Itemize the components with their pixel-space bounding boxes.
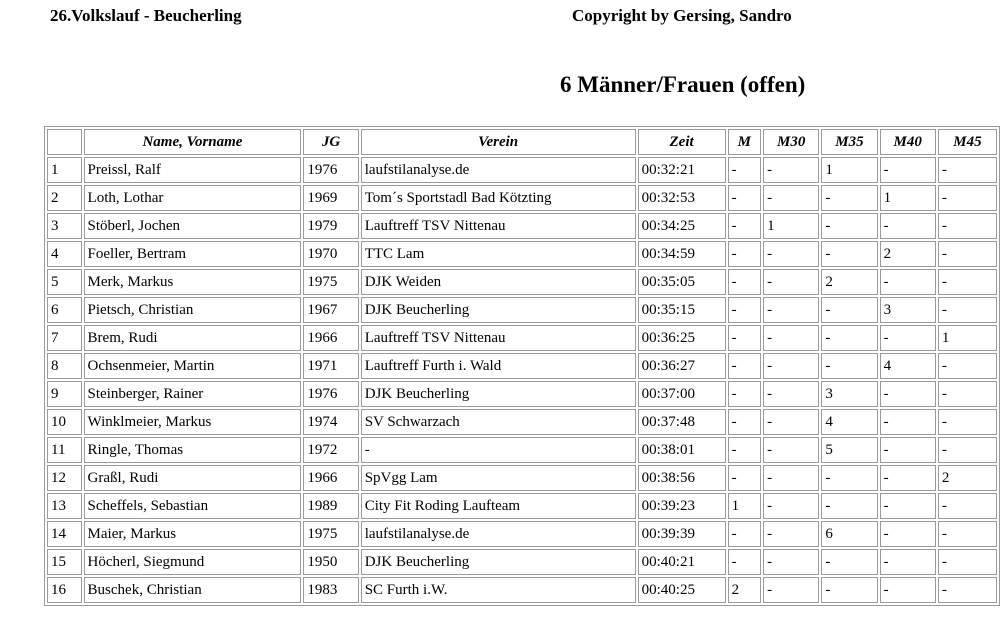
m-class-cell: -	[728, 465, 762, 491]
club-cell: DJK Weiden	[361, 269, 636, 295]
m-class-cell: -	[728, 521, 762, 547]
m30-cell: -	[763, 521, 819, 547]
table-row	[47, 353, 997, 379]
name-cell: Ochsenmeier, Martin	[84, 353, 302, 379]
m-class-cell: 1	[728, 493, 762, 519]
time-cell: 00:39:39	[638, 521, 726, 547]
m-class-cell: -	[728, 437, 762, 463]
m45-cell: -	[938, 381, 997, 407]
time-cell: 00:36:25	[638, 325, 726, 351]
rank-cell: 5	[47, 269, 82, 295]
time-cell: 00:37:48	[638, 409, 726, 435]
rank-cell: 10	[47, 409, 82, 435]
time-cell: 00:35:05	[638, 269, 726, 295]
name-cell: Preissl, Ralf	[84, 157, 302, 183]
name-cell: Loth, Lothar	[84, 185, 302, 211]
m35-cell: -	[821, 577, 877, 603]
m-class-cell: -	[728, 241, 762, 267]
table-body	[47, 157, 997, 603]
m45-cell: -	[938, 577, 997, 603]
birth-year-header: JG	[303, 129, 358, 155]
m40-header: M40	[880, 129, 936, 155]
name-cell: Buschek, Christian	[84, 577, 302, 603]
rank-cell: 13	[47, 493, 82, 519]
birth-year-cell: 1976	[303, 157, 358, 183]
time-cell: 00:34:59	[638, 241, 726, 267]
m35-cell: 6	[821, 521, 877, 547]
birth-year-cell: 1966	[303, 325, 358, 351]
rank-header	[47, 129, 82, 155]
time-cell: 00:37:00	[638, 381, 726, 407]
race-category-title: 6 Männer/Frauen (offen)	[560, 72, 806, 97]
time-cell: 00:38:56	[638, 465, 726, 491]
club-cell: TTC Lam	[361, 241, 636, 267]
m30-cell: -	[763, 493, 819, 519]
m45-header: M45	[938, 129, 997, 155]
time-cell: 00:35:15	[638, 297, 726, 323]
time-cell: 00:40:25	[638, 577, 726, 603]
time-cell: 00:32:53	[638, 185, 726, 211]
m30-cell: 1	[763, 213, 819, 239]
m45-cell: -	[938, 437, 997, 463]
birth-year-cell: 1989	[303, 493, 358, 519]
table-row	[47, 493, 997, 519]
time-cell: 00:39:23	[638, 493, 726, 519]
m40-cell: -	[880, 437, 936, 463]
table-row	[47, 241, 997, 267]
rank-cell: 3	[47, 213, 82, 239]
m-class-cell: -	[728, 297, 762, 323]
birth-year-cell: 1970	[303, 241, 358, 267]
m35-cell: -	[821, 493, 877, 519]
m35-header: M35	[821, 129, 877, 155]
m40-cell: -	[880, 325, 936, 351]
copyright-notice: Copyright by Gersing, Sandro	[572, 6, 792, 25]
time-cell: 00:36:27	[638, 353, 726, 379]
name-cell: Maier, Markus	[84, 521, 302, 547]
rank-cell: 16	[47, 577, 82, 603]
m40-cell: 4	[880, 353, 936, 379]
m40-cell: 1	[880, 185, 936, 211]
m35-cell: -	[821, 241, 877, 267]
club-cell: laufstilanalyse.de	[361, 157, 636, 183]
m30-cell: -	[763, 297, 819, 323]
m-class-cell: -	[728, 353, 762, 379]
m-class-cell: -	[728, 409, 762, 435]
club-cell: -	[361, 437, 636, 463]
table-row	[47, 409, 997, 435]
table-row	[47, 213, 997, 239]
m-class-cell: -	[728, 269, 762, 295]
table-row	[47, 465, 997, 491]
name-cell: Foeller, Bertram	[84, 241, 302, 267]
birth-year-cell: 1975	[303, 269, 358, 295]
m40-cell: -	[880, 213, 936, 239]
m40-cell: 2	[880, 241, 936, 267]
table-row	[47, 381, 997, 407]
m45-cell: -	[938, 353, 997, 379]
m45-cell: -	[938, 297, 997, 323]
name-cell: Scheffels, Sebastian	[84, 493, 302, 519]
time-cell: 00:34:25	[638, 213, 726, 239]
m35-cell: -	[821, 325, 877, 351]
m-class-cell: -	[728, 549, 762, 575]
birth-year-cell: 1967	[303, 297, 358, 323]
name-cell: Höcherl, Siegmund	[84, 549, 302, 575]
m-class-cell: -	[728, 157, 762, 183]
m30-cell: -	[763, 353, 819, 379]
m35-cell: 3	[821, 381, 877, 407]
m35-cell: -	[821, 213, 877, 239]
rank-cell: 8	[47, 353, 82, 379]
name-cell: Stöberl, Jochen	[84, 213, 302, 239]
birth-year-cell: 1979	[303, 213, 358, 239]
time-cell: 00:32:21	[638, 157, 726, 183]
table-row	[47, 521, 997, 547]
name-cell: Brem, Rudi	[84, 325, 302, 351]
m35-cell: -	[821, 465, 877, 491]
table-row	[47, 269, 997, 295]
name-header: Name, Vorname	[84, 129, 302, 155]
m-class-header: M	[728, 129, 762, 155]
m40-cell: -	[880, 465, 936, 491]
table-row	[47, 157, 997, 183]
m45-cell: -	[938, 549, 997, 575]
m35-cell: -	[821, 549, 877, 575]
rank-cell: 14	[47, 521, 82, 547]
m-class-cell: -	[728, 381, 762, 407]
rank-cell: 11	[47, 437, 82, 463]
m30-cell: -	[763, 549, 819, 575]
club-cell: Lauftreff TSV Nittenau	[361, 325, 636, 351]
club-cell: laufstilanalyse.de	[361, 521, 636, 547]
club-cell: SpVgg Lam	[361, 465, 636, 491]
club-cell: Tom´s Sportstadl Bad Kötzting	[361, 185, 636, 211]
rank-cell: 1	[47, 157, 82, 183]
m45-cell: -	[938, 269, 997, 295]
rank-cell: 7	[47, 325, 82, 351]
m35-cell: -	[821, 297, 877, 323]
time-cell: 00:38:01	[638, 437, 726, 463]
club-cell: DJK Beucherling	[361, 381, 636, 407]
m30-cell: -	[763, 157, 819, 183]
club-cell: DJK Beucherling	[361, 549, 636, 575]
club-cell: DJK Beucherling	[361, 297, 636, 323]
table-header-row	[47, 129, 997, 155]
m40-cell: -	[880, 381, 936, 407]
m35-cell: -	[821, 353, 877, 379]
m45-cell: -	[938, 493, 997, 519]
table-row	[47, 437, 997, 463]
club-cell: Lauftreff Furth i. Wald	[361, 353, 636, 379]
birth-year-cell: 1971	[303, 353, 358, 379]
results-table	[44, 126, 1000, 606]
club-cell: Lauftreff TSV Nittenau	[361, 213, 636, 239]
m30-cell: -	[763, 325, 819, 351]
club-cell: City Fit Roding Laufteam	[361, 493, 636, 519]
m45-cell: 2	[938, 465, 997, 491]
m30-cell: -	[763, 269, 819, 295]
table-row	[47, 185, 997, 211]
name-cell: Ringle, Thomas	[84, 437, 302, 463]
m-class-cell: -	[728, 185, 762, 211]
m45-cell: -	[938, 213, 997, 239]
m30-cell: -	[763, 465, 819, 491]
m40-cell: -	[880, 157, 936, 183]
m30-cell: -	[763, 241, 819, 267]
m30-cell: -	[763, 381, 819, 407]
birth-year-cell: 1966	[303, 465, 358, 491]
m40-cell: -	[880, 493, 936, 519]
club-cell: SC Furth i.W.	[361, 577, 636, 603]
club-cell: SV Schwarzach	[361, 409, 636, 435]
table-row	[47, 577, 997, 603]
birth-year-cell: 1975	[303, 521, 358, 547]
name-cell: Winklmeier, Markus	[84, 409, 302, 435]
birth-year-cell: 1983	[303, 577, 358, 603]
m30-cell: -	[763, 577, 819, 603]
m30-cell: -	[763, 409, 819, 435]
m-class-cell: 2	[728, 577, 762, 603]
birth-year-cell: 1969	[303, 185, 358, 211]
name-cell: Merk, Markus	[84, 269, 302, 295]
club-header: Verein	[361, 129, 636, 155]
table-row	[47, 325, 997, 351]
birth-year-cell: 1974	[303, 409, 358, 435]
time-cell: 00:40:21	[638, 549, 726, 575]
name-cell: Steinberger, Rainer	[84, 381, 302, 407]
m45-cell: -	[938, 241, 997, 267]
rank-cell: 6	[47, 297, 82, 323]
name-cell: Pietsch, Christian	[84, 297, 302, 323]
m-class-cell: -	[728, 325, 762, 351]
m45-cell: 1	[938, 325, 997, 351]
birth-year-cell: 1976	[303, 381, 358, 407]
m35-cell: -	[821, 185, 877, 211]
rank-cell: 4	[47, 241, 82, 267]
m35-cell: 2	[821, 269, 877, 295]
m35-cell: 1	[821, 157, 877, 183]
table-row	[47, 549, 997, 575]
m40-cell: -	[880, 409, 936, 435]
m35-cell: 5	[821, 437, 877, 463]
m-class-cell: -	[728, 213, 762, 239]
m40-cell: -	[880, 521, 936, 547]
m30-header: M30	[763, 129, 819, 155]
m45-cell: -	[938, 521, 997, 547]
birth-year-cell: 1972	[303, 437, 358, 463]
event-title: 26.Volkslauf - Beucherling	[50, 6, 242, 25]
m45-cell: -	[938, 409, 997, 435]
m45-cell: -	[938, 157, 997, 183]
rank-cell: 12	[47, 465, 82, 491]
m35-cell: 4	[821, 409, 877, 435]
time-header: Zeit	[638, 129, 726, 155]
m40-cell: -	[880, 549, 936, 575]
m40-cell: 3	[880, 297, 936, 323]
m45-cell: -	[938, 185, 997, 211]
table-row	[47, 297, 997, 323]
m40-cell: -	[880, 577, 936, 603]
m40-cell: -	[880, 269, 936, 295]
m30-cell: -	[763, 437, 819, 463]
birth-year-cell: 1950	[303, 549, 358, 575]
m30-cell: -	[763, 185, 819, 211]
rank-cell: 15	[47, 549, 82, 575]
rank-cell: 2	[47, 185, 82, 211]
name-cell: Graßl, Rudi	[84, 465, 302, 491]
rank-cell: 9	[47, 381, 82, 407]
